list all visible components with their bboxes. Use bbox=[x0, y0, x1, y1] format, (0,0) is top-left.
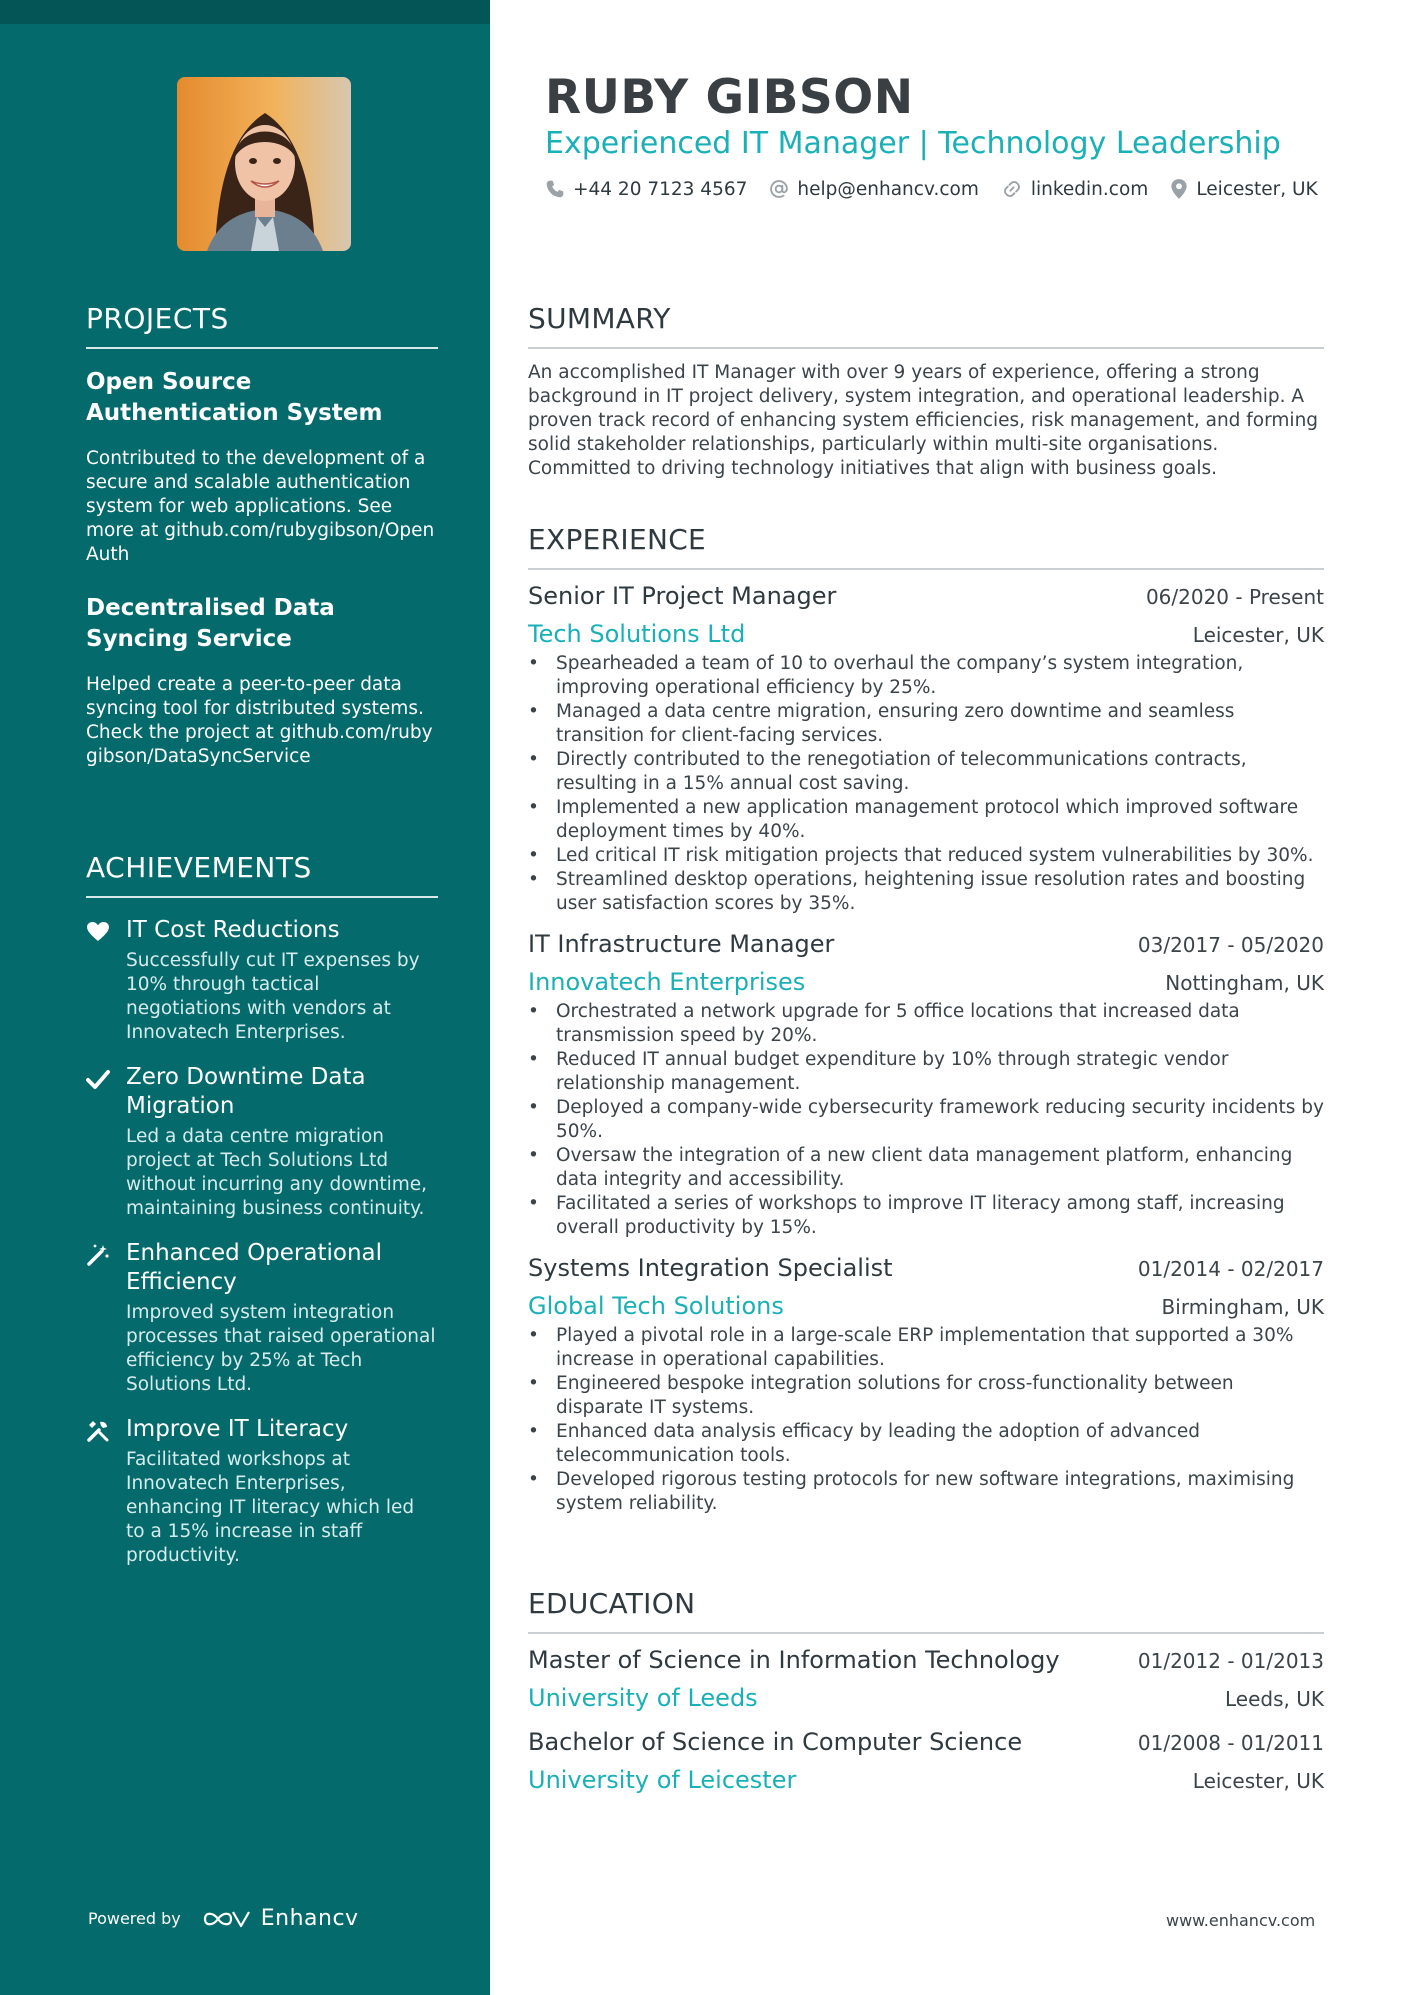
projects-heading: PROJECTS bbox=[86, 302, 438, 349]
project-link[interactable]: github.com/rubygibson/DataSyncService bbox=[86, 722, 433, 767]
project-item bbox=[86, 593, 438, 769]
achievements-heading: ACHIEVEMENTS bbox=[86, 851, 438, 898]
achievement-description: Successfully cut IT expenses by 10% through tactical negotiations with vendors at Innovatech Enterprises. bbox=[126, 950, 420, 1043]
summary-heading: SUMMARY bbox=[528, 302, 1324, 349]
link-icon bbox=[1001, 179, 1023, 199]
magic-wand-icon bbox=[86, 1243, 112, 1269]
list-item: • Played a pivotal role in a large-scale ERP implementation that supported a 30% increase in operational capabilities. bbox=[528, 1324, 1324, 1372]
projects-section bbox=[86, 302, 438, 769]
contact-email-text: help@enhancv.com bbox=[797, 178, 979, 200]
school-location: Leeds, UK bbox=[1225, 1687, 1324, 1711]
list-item: • Implemented a new application management protocol which improved software deployment times by 40%. bbox=[528, 796, 1324, 844]
job-entry bbox=[528, 582, 1324, 916]
degree-title: Master of Science in Information Technology bbox=[528, 1646, 1060, 1674]
experience-section bbox=[528, 523, 1324, 1516]
candidate-tagline: Experienced IT Manager | Technology Leadership bbox=[545, 126, 1281, 161]
location-icon bbox=[1170, 178, 1188, 200]
achievements-section bbox=[86, 851, 438, 1568]
phone-icon bbox=[545, 179, 565, 199]
job-location: Birmingham, UK bbox=[1161, 1295, 1324, 1319]
contact-linkedin[interactable] bbox=[1001, 178, 1148, 200]
list-item: • Streamlined desktop operations, heightening issue resolution rates and boosting user satisfaction scores by 35%. bbox=[528, 868, 1324, 916]
achievement-description: Led a data centre migration project at Tech Solutions Ltd without incurring any downtime, maintaining business continuity. bbox=[126, 1126, 428, 1219]
project-title: Decentralised Data Syncing Service bbox=[86, 595, 335, 652]
candidate-name: RUBY GIBSON bbox=[545, 70, 914, 125]
summary-text: An accomplished IT Manager with over 9 years of experience, offering a strong background in IT project delivery, system integration, and operational leadership. A proven track record of enhancing system efficiencies, risk management, and forming solid stakeholder relationships, particularly within multi-site organisations. Committed to driving technology initiatives that align with business goals. bbox=[528, 362, 1319, 479]
education-entry bbox=[528, 1646, 1324, 1712]
job-title: Systems Integration Specialist bbox=[528, 1254, 893, 1282]
powered-by bbox=[88, 1906, 359, 1931]
contact-location bbox=[1170, 178, 1317, 200]
project-link[interactable]: github.com/rubygibson/OpenAuth bbox=[86, 520, 435, 565]
job-bullets bbox=[528, 1324, 1324, 1516]
sidebar-top-band bbox=[0, 0, 490, 24]
job-bullets bbox=[528, 652, 1324, 916]
job-date: 01/2014 - 02/2017 bbox=[1137, 1257, 1324, 1281]
job-company: Innovatech Enterprises bbox=[528, 968, 806, 996]
school-location: Leicester, UK bbox=[1192, 1769, 1324, 1793]
job-entry bbox=[528, 930, 1324, 1240]
list-item: • Enhanced data analysis efficacy by leading the adoption of advanced telecommunication tools. bbox=[528, 1420, 1324, 1468]
job-date: 06/2020 - Present bbox=[1145, 585, 1324, 609]
list-item: • Developed rigorous testing protocols for new software integrations, maximising system reliability. bbox=[528, 1468, 1324, 1516]
achievement-item bbox=[86, 1063, 438, 1221]
summary-section bbox=[528, 302, 1324, 481]
contact-location-text: Leicester, UK bbox=[1196, 178, 1318, 200]
achievement-description: Improved system integration processes that raised operational efficiency by 25% at Tech Solutions Ltd. bbox=[126, 1302, 436, 1395]
contact-phone-text: +44 20 7123 4567 bbox=[573, 178, 748, 200]
checkmark-icon bbox=[86, 1067, 112, 1093]
sidebar bbox=[0, 0, 490, 1995]
project-item bbox=[86, 367, 438, 567]
job-bullets bbox=[528, 1000, 1324, 1240]
project-description: Contributed to the development of a secure and scalable authentication system for web applications. See more at github.com/rubygibson/OpenAuth bbox=[86, 448, 435, 565]
list-item: • Spearheaded a team of 10 to overhaul the company’s system integration, improving operational efficiency by 25%. bbox=[528, 652, 1324, 700]
list-item: • Reduced IT annual budget expenditure by 10% through strategic vendor relationship management. bbox=[528, 1048, 1324, 1096]
heart-icon bbox=[86, 920, 112, 946]
job-title: IT Infrastructure Manager bbox=[528, 930, 835, 958]
job-company: Global Tech Solutions bbox=[528, 1292, 784, 1320]
achievement-title: IT Cost Reductions bbox=[126, 917, 340, 943]
contact-email[interactable] bbox=[769, 178, 978, 200]
list-item: • Engineered bespoke integration solutions for cross-functionality between disparate IT systems. bbox=[528, 1372, 1324, 1420]
experience-heading: EXPERIENCE bbox=[528, 523, 1324, 570]
contact-phone[interactable] bbox=[545, 178, 747, 200]
list-item: • Managed a data centre migration, ensuring zero downtime and seamless transition for client-facing services. bbox=[528, 700, 1324, 748]
job-company: Tech Solutions Ltd bbox=[528, 620, 746, 648]
job-title: Senior IT Project Manager bbox=[528, 582, 837, 610]
education-date: 01/2012 - 01/2013 bbox=[1137, 1649, 1324, 1673]
degree-title: Bachelor of Science in Computer Science bbox=[528, 1728, 1023, 1756]
education-heading: EDUCATION bbox=[528, 1587, 1324, 1634]
avatar bbox=[177, 77, 351, 251]
enhancv-logo-icon bbox=[203, 1908, 251, 1930]
contact-bar bbox=[545, 178, 1318, 200]
achievement-description: Facilitated workshops at Innovatech Enterprises, enhancing IT literacy which led to a 15% increase in staff productivity. bbox=[126, 1449, 415, 1566]
project-description: Helped create a peer-to-peer data syncing tool for distributed systems. Check the project at github.com/rubygibson/DataSyncService bbox=[86, 674, 433, 767]
job-location: Nottingham, UK bbox=[1165, 971, 1324, 995]
job-date: 03/2017 - 05/2020 bbox=[1137, 933, 1324, 957]
list-item: • Directly contributed to the renegotiation of telecommunications contracts, resulting in a 15% annual cost saving. bbox=[528, 748, 1324, 796]
achievement-item bbox=[86, 1415, 438, 1568]
school-name: University of Leeds bbox=[528, 1684, 758, 1712]
achievement-title: Improve IT Literacy bbox=[126, 1416, 349, 1442]
achievement-item bbox=[86, 916, 438, 1045]
job-entry bbox=[528, 1254, 1324, 1516]
list-item: • Deployed a company-wide cybersecurity framework reducing security incidents by 50%. bbox=[528, 1096, 1324, 1144]
list-item: • Led critical IT risk mitigation projects that reduced system vulnerabilities by 30%. bbox=[528, 844, 1324, 868]
education-entry bbox=[528, 1728, 1324, 1794]
footer-website-link[interactable]: www.enhancv.com bbox=[1166, 1911, 1316, 1930]
school-name: University of Leicester bbox=[528, 1766, 797, 1794]
tools-icon bbox=[86, 1419, 112, 1445]
education-date: 01/2008 - 01/2011 bbox=[1137, 1731, 1324, 1755]
at-icon bbox=[769, 179, 789, 199]
enhancv-logo[interactable] bbox=[203, 1906, 359, 1931]
project-title: Open Source Authentication System bbox=[86, 369, 383, 426]
achievement-title: Zero Downtime Data Migration bbox=[126, 1064, 366, 1119]
achievement-title: Enhanced Operational Efficiency bbox=[126, 1240, 383, 1295]
list-item: • Orchestrated a network upgrade for 5 office locations that increased data transmission speed by 20%. bbox=[528, 1000, 1324, 1048]
job-location: Leicester, UK bbox=[1192, 623, 1324, 647]
education-section bbox=[528, 1587, 1324, 1794]
achievement-item bbox=[86, 1239, 438, 1397]
powered-by-label: Powered by bbox=[88, 1909, 181, 1928]
list-item: • Facilitated a series of workshops to improve IT literacy among staff, increasing overall productivity by 15%. bbox=[528, 1192, 1324, 1240]
list-item: • Oversaw the integration of a new client data management platform, enhancing data integrity and accessibility. bbox=[528, 1144, 1324, 1192]
enhancv-brand-name: Enhancv bbox=[260, 1906, 359, 1931]
contact-linkedin-text: linkedin.com bbox=[1030, 178, 1149, 200]
